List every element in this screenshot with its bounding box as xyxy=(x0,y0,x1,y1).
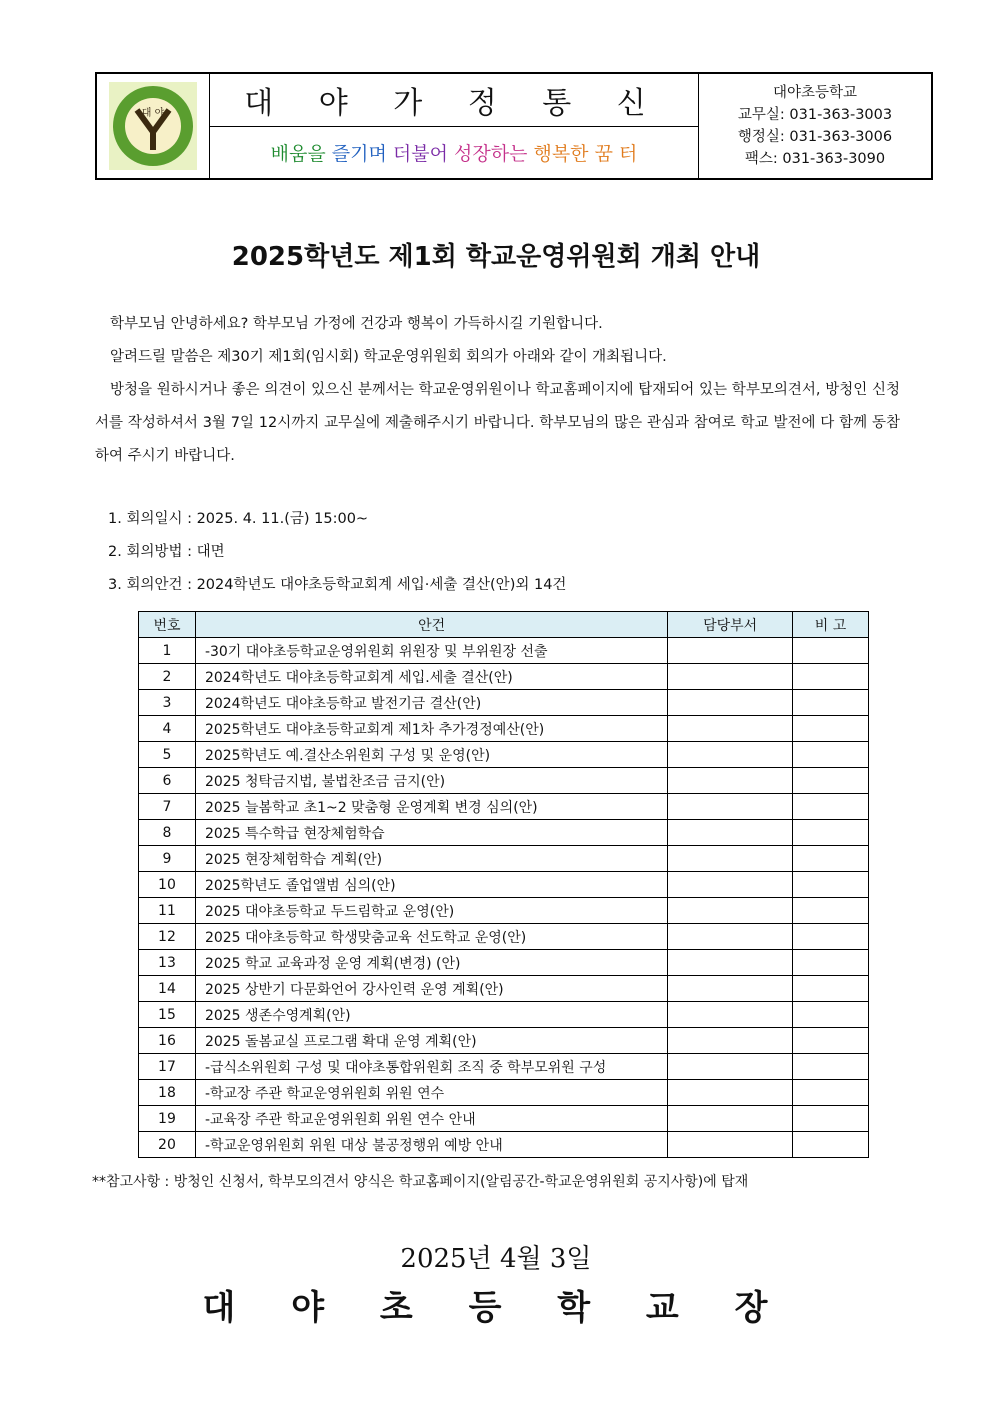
row-department xyxy=(668,690,793,716)
row-remarks xyxy=(793,976,869,1002)
row-item: 2025 대야초등학교 학생맞춤교육 선도학교 운영(안) xyxy=(195,924,667,950)
issue-date: 2025년 4월 3일 xyxy=(400,1244,592,1274)
row-item: 2025 특수학급 현장체험학습 xyxy=(195,820,667,846)
reference-note: **참고사항 : 방청인 신청서, 학부모의견서 양식은 학교홈페이지(알림공간-학교운영위원회 공지사항)에 탑재 xyxy=(92,1174,749,1190)
table-row xyxy=(139,1080,869,1106)
row-number: 3 xyxy=(139,690,196,716)
row-department xyxy=(668,742,793,768)
row-remarks xyxy=(793,1080,869,1106)
school-contact xyxy=(699,74,931,178)
row-department xyxy=(668,846,793,872)
row-number: 20 xyxy=(139,1132,196,1158)
row-item: 2025 생존수영계획(안) xyxy=(195,1002,667,1028)
row-department xyxy=(668,1080,793,1106)
school-logo xyxy=(97,74,210,178)
row-department xyxy=(668,820,793,846)
row-item: 2025학년도 대야초등학교회계 제1차 추가경정예산(안) xyxy=(195,716,667,742)
row-remarks xyxy=(793,1054,869,1080)
row-item: -30기 대야초등학교운영위원회 위원장 및 부위원장 선출 xyxy=(195,638,667,664)
row-number: 2 xyxy=(139,664,196,690)
row-number: 14 xyxy=(139,976,196,1002)
row-item: 2025 대야초등학교 두드림학교 운영(안) xyxy=(195,898,667,924)
row-remarks xyxy=(793,716,869,742)
row-number: 10 xyxy=(139,872,196,898)
row-item: -학교운영위원회 위원 대상 불공정행위 예방 안내 xyxy=(195,1132,667,1158)
intro-paragraph: 방청을 원하시거나 좋은 의견이 있으신 분께서는 학교운영위원이나 학교홈페이지에 탑재되어 있는 학부모의견서, 방청인 신청서를 작성하셔서 3월 7일 12시까지 교무실에 제출해주시기 바랍니다. 학부모님의 많은 관심과 참여로 학교 발전에 다 함께 동참하여 주시기 바랍니다. xyxy=(95,382,900,464)
row-department xyxy=(668,1028,793,1054)
row-number: 18 xyxy=(139,1080,196,1106)
table-row xyxy=(139,794,869,820)
row-number: 9 xyxy=(139,846,196,872)
row-number: 5 xyxy=(139,742,196,768)
table-row xyxy=(139,976,869,1002)
row-remarks xyxy=(793,742,869,768)
slogan-word: 행복한 xyxy=(533,143,589,165)
table-header-row xyxy=(139,612,869,638)
header-remarks: 비 고 xyxy=(793,612,869,638)
row-remarks xyxy=(793,1028,869,1054)
slogan-word: 성장하는 xyxy=(454,143,528,165)
row-item: 2025학년도 졸업앨범 심의(안) xyxy=(195,872,667,898)
row-item: 2024학년도 대야초등학교회계 세입.세출 결산(안) xyxy=(195,664,667,690)
school-name: 대야초등학교 xyxy=(772,85,858,101)
row-department xyxy=(668,716,793,742)
intro-line-1: 학부모님 안녕하세요? 학부모님 가정에 건강과 행복이 가득하시길 기원합니다. xyxy=(110,316,603,332)
row-number: 12 xyxy=(139,924,196,950)
agenda-table-body xyxy=(139,638,869,1158)
row-item: 2025 현장체험학습 계획(안) xyxy=(195,846,667,872)
row-number: 11 xyxy=(139,898,196,924)
row-department xyxy=(668,1002,793,1028)
table-row xyxy=(139,1132,869,1158)
row-department xyxy=(668,1054,793,1080)
row-department xyxy=(668,872,793,898)
row-remarks xyxy=(793,768,869,794)
table-row xyxy=(139,664,869,690)
table-row xyxy=(139,690,869,716)
row-remarks xyxy=(793,690,869,716)
row-remarks xyxy=(793,1002,869,1028)
logo-text: 대 야 xyxy=(141,108,165,119)
table-row xyxy=(139,716,869,742)
table-row xyxy=(139,950,869,976)
meeting-date: 1. 회의일시 : 2025. 4. 11.(금) 15:00~ xyxy=(108,511,369,527)
row-remarks xyxy=(793,950,869,976)
row-item: 2024학년도 대야초등학교 발전기금 결산(안) xyxy=(195,690,667,716)
row-department xyxy=(668,1132,793,1158)
row-department xyxy=(668,664,793,690)
row-remarks xyxy=(793,898,869,924)
meeting-info xyxy=(108,503,566,602)
newsletter-header xyxy=(95,72,933,180)
table-row xyxy=(139,1002,869,1028)
table-row xyxy=(139,742,869,768)
row-remarks xyxy=(793,1132,869,1158)
table-row xyxy=(139,820,869,846)
row-number: 16 xyxy=(139,1028,196,1054)
slogan-word: 꿈 터 xyxy=(594,143,638,165)
header-item: 안건 xyxy=(195,612,667,638)
principal-signature: 대 야 초 등 학 교 장 xyxy=(202,1288,790,1328)
table-row xyxy=(139,872,869,898)
slogan-word: 더불어 xyxy=(392,143,448,165)
row-department xyxy=(668,794,793,820)
row-item: -급식소위원회 구성 및 대야초통합위원회 조직 중 학부모위원 구성 xyxy=(195,1054,667,1080)
newsletter-title: 대 야 가 정 통 신 xyxy=(210,74,698,127)
header-number: 번호 xyxy=(139,612,196,638)
row-department xyxy=(668,768,793,794)
row-remarks xyxy=(793,794,869,820)
row-number: 6 xyxy=(139,768,196,794)
school-slogan xyxy=(210,127,698,178)
row-department xyxy=(668,638,793,664)
header-department: 담당부서 xyxy=(668,612,793,638)
office-phone: 교무실: 031-363-3003 xyxy=(737,107,893,123)
row-department xyxy=(668,1106,793,1132)
row-number: 7 xyxy=(139,794,196,820)
meeting-method: 2. 회의방법 : 대면 xyxy=(108,544,225,560)
school-logo-icon xyxy=(107,80,199,172)
intro-line-2: 알려드릴 말씀은 제30기 제1회(임시회) 학교운영위원회 회의가 아래와 같이 개최됩니다. xyxy=(110,349,667,365)
row-department xyxy=(668,976,793,1002)
row-number: 8 xyxy=(139,820,196,846)
row-remarks xyxy=(793,820,869,846)
row-remarks xyxy=(793,872,869,898)
row-number: 1 xyxy=(139,638,196,664)
agenda-table xyxy=(138,611,869,1158)
table-row xyxy=(139,768,869,794)
row-item: 2025 돌봄교실 프로그램 확대 운영 계획(안) xyxy=(195,1028,667,1054)
row-department xyxy=(668,950,793,976)
row-item: 2025 늘봄학교 초1~2 맞춤형 운영계획 변경 심의(안) xyxy=(195,794,667,820)
table-row xyxy=(139,1106,869,1132)
row-remarks xyxy=(793,924,869,950)
table-row xyxy=(139,924,869,950)
row-number: 17 xyxy=(139,1054,196,1080)
table-row xyxy=(139,846,869,872)
row-item: -교육장 주관 학교운영위원회 위원 연수 안내 xyxy=(195,1106,667,1132)
table-row xyxy=(139,1028,869,1054)
row-number: 4 xyxy=(139,716,196,742)
slogan-word: 즐기며 xyxy=(331,143,387,165)
row-item: -학교장 주관 학교운영위원회 위원 연수 xyxy=(195,1080,667,1106)
row-item: 2025 청탁금지법, 불법찬조금 금지(안) xyxy=(195,768,667,794)
row-number: 15 xyxy=(139,1002,196,1028)
slogan-word: 배움을 xyxy=(270,143,326,165)
table-row xyxy=(139,638,869,664)
row-remarks xyxy=(793,638,869,664)
page-title: 2025학년도 제1회 학교운영위원회 개최 안내 xyxy=(231,242,761,272)
row-department xyxy=(668,924,793,950)
meeting-agenda: 3. 회의안건 : 2024학년도 대야초등학교회계 세입·세출 결산(안)외 14건 xyxy=(108,577,567,593)
row-remarks xyxy=(793,664,869,690)
row-item: 2025 학교 교육과정 운영 계획(변경) (안) xyxy=(195,950,667,976)
row-number: 13 xyxy=(139,950,196,976)
table-row xyxy=(139,898,869,924)
row-remarks xyxy=(793,1106,869,1132)
row-item: 2025 상반기 다문화언어 강사인력 운영 계획(안) xyxy=(195,976,667,1002)
row-department xyxy=(668,898,793,924)
row-item: 2025학년도 예.결산소위원회 구성 및 운영(안) xyxy=(195,742,667,768)
admin-phone: 행정실: 031-363-3006 xyxy=(737,129,893,145)
row-remarks xyxy=(793,846,869,872)
fax-number: 팩스: 031-363-3090 xyxy=(744,151,886,167)
row-number: 19 xyxy=(139,1106,196,1132)
table-row xyxy=(139,1054,869,1080)
